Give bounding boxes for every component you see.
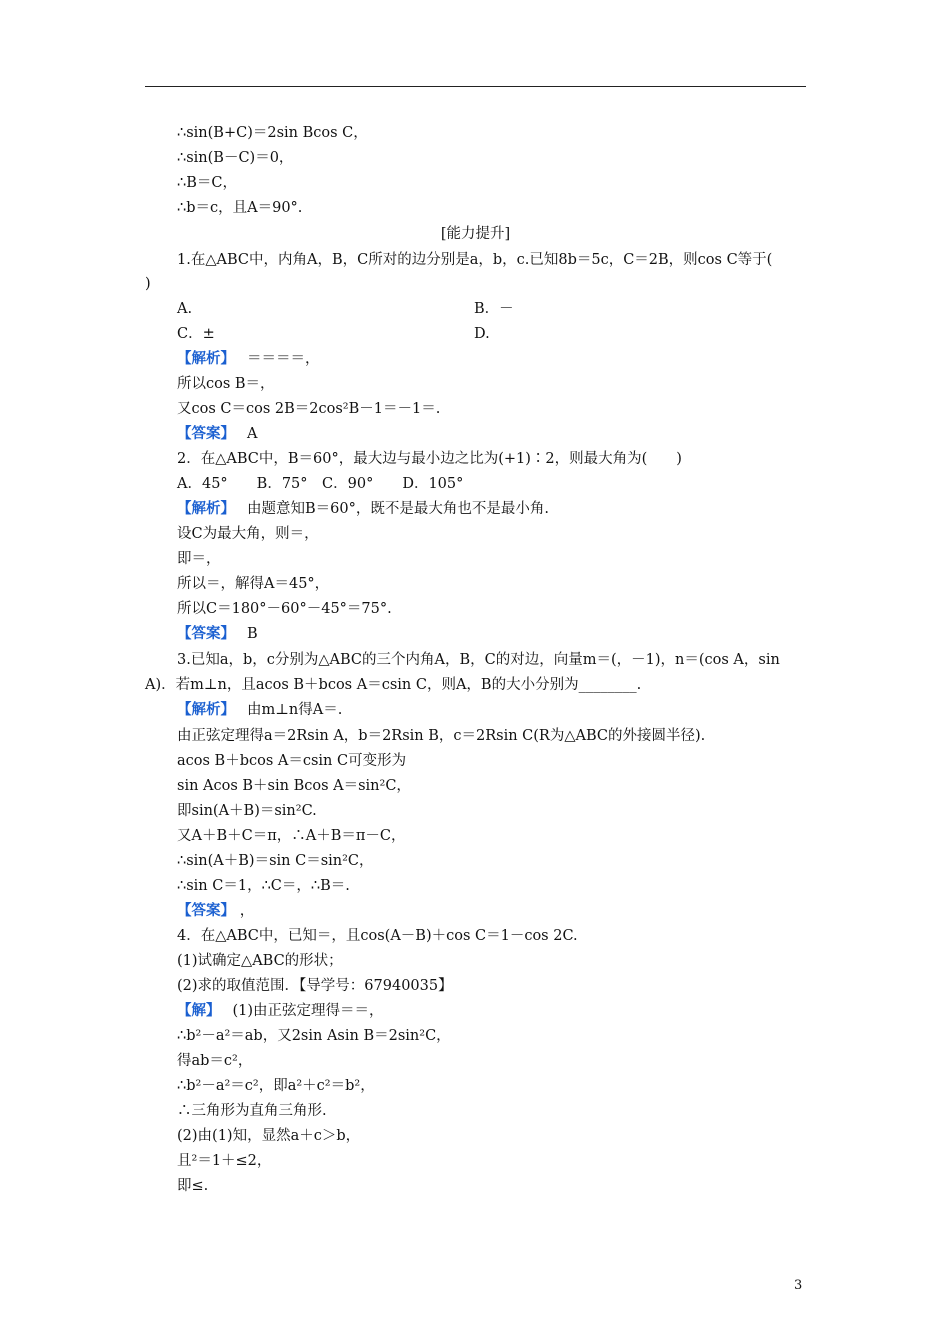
analysis-text: 所以＝，解得A＝45°，	[177, 576, 330, 592]
solution-line	[177, 1001, 384, 1021]
analysis-text: 即sin(A＋B)＝sin²C.	[177, 803, 317, 819]
analysis-text: ∴sin(A＋B)＝sin C＝sin²C，	[177, 853, 374, 869]
analysis-text: 又A＋B＋C＝π，∴A＋B＝π－C，	[177, 828, 406, 844]
answer-text: B	[247, 626, 258, 642]
analysis-tag: 【解析】	[177, 701, 235, 718]
analysis-text: sin Acos B＋sin Bcos A＝sin²C，	[177, 778, 411, 794]
analysis-text: ＝＝＝＝，	[247, 351, 320, 367]
analysis-text: 设C为最大角，则＝，	[177, 526, 319, 542]
solution-text: ∴三角形为直角三角形.	[177, 1103, 327, 1119]
analysis-text: 由题意知B＝60°，既不是最大角也不是最小角.	[247, 501, 549, 517]
answer-line	[177, 901, 254, 921]
text-line: ∴sin(B+C)＝2sin Bcos C，	[177, 125, 368, 141]
answer-text: A	[247, 426, 258, 442]
section-title: [能力提升]	[440, 226, 511, 242]
solution-text: 即≤.	[177, 1178, 209, 1194]
answer-tag: 【答案】	[177, 425, 235, 442]
analysis-text: 所以cos B＝，	[177, 376, 275, 392]
answer-line	[177, 424, 257, 444]
solution-text: 得ab＝c²，	[177, 1053, 253, 1069]
analysis-line	[177, 499, 549, 519]
solution-text: (1)由正弦定理得＝＝，	[232, 1003, 384, 1019]
option-c: C．±	[177, 326, 215, 342]
text-line: ∴B＝C，	[177, 175, 237, 191]
analysis-text: 由m⊥n得A＝.	[247, 702, 343, 718]
question-1-stem-cont: )	[145, 276, 151, 292]
question-2-options: A．45° B．75° C．90° D．105°	[177, 476, 464, 492]
answer-tag: 【答案】	[177, 902, 228, 919]
analysis-text: 又cos C＝cos 2B＝2cos²B－1＝－1＝.	[177, 401, 441, 417]
page-number: 3	[794, 1278, 803, 1293]
analysis-line	[177, 349, 320, 369]
analysis-text: 所以C＝180°－60°－45°＝75°.	[177, 601, 392, 617]
solution-tag: 【解】	[177, 1002, 221, 1019]
analysis-text: 由正弦定理得a＝2Rsin A，b＝2Rsin B，c＝2Rsin C(R为△ABC的外接圆半径).	[177, 728, 706, 744]
question-4-part-1: (1)试确定△ABC的形状；	[177, 953, 343, 969]
solution-text: (2)由(1)知，显然a＋c＞b，	[177, 1128, 361, 1144]
option-a: A.	[177, 301, 193, 317]
solution-text: ∴b²－a²＝ab，又2sin Asin B＝2sin²C，	[177, 1028, 451, 1044]
question-4-part-2: (2)求的取值范围．【导学号：67940035】	[177, 978, 453, 994]
analysis-tag: 【解析】	[177, 500, 235, 517]
answer-text: ，	[239, 903, 255, 919]
analysis-text: ∴sin C＝1，∴C＝，∴B＝.	[177, 878, 350, 894]
analysis-line	[177, 700, 342, 720]
answer-line	[177, 624, 258, 644]
solution-text: 且²＝1＋≤2，	[177, 1153, 272, 1169]
option-d: D.	[474, 326, 490, 342]
question-3-stem: 3.已知a，b，c分别为△ABC的三个内角A，B，C的对边，向量m＝(，－1)，n＝(cos A，sin	[177, 652, 780, 668]
analysis-tag: 【解析】	[177, 350, 235, 367]
solution-text: ∴b²－a²＝c²，即a²＋c²＝b²，	[177, 1078, 375, 1094]
answer-tag: 【答案】	[177, 625, 235, 642]
question-4-stem: 4．在△ABC中，已知＝，且cos(A－B)＋cos C＝1－cos 2C.	[177, 928, 578, 944]
question-1-stem: 1.在△ABC中，内角A，B，C所对的边分别是a，b，c.已知8b＝5c，C＝2B，则cos C等于(	[177, 252, 773, 268]
question-3-stem-cont: A)．若m⊥n，且acos B＋bcos A＝csin C，则A，B的大小分别为________.	[145, 677, 642, 693]
analysis-text: acos B＋bcos A＝csin C可变形为	[177, 753, 407, 769]
header-rule	[145, 86, 806, 87]
analysis-text: 即＝，	[177, 551, 221, 567]
question-2-stem: 2．在△ABC中，B＝60°，最大边与最小边之比为(+1)∶2，则最大角为( )	[177, 451, 682, 467]
text-line: ∴sin(B－C)＝0，	[177, 150, 294, 166]
text-line: ∴b＝c，且A＝90°.	[177, 200, 303, 216]
option-b: B．－	[474, 301, 514, 317]
